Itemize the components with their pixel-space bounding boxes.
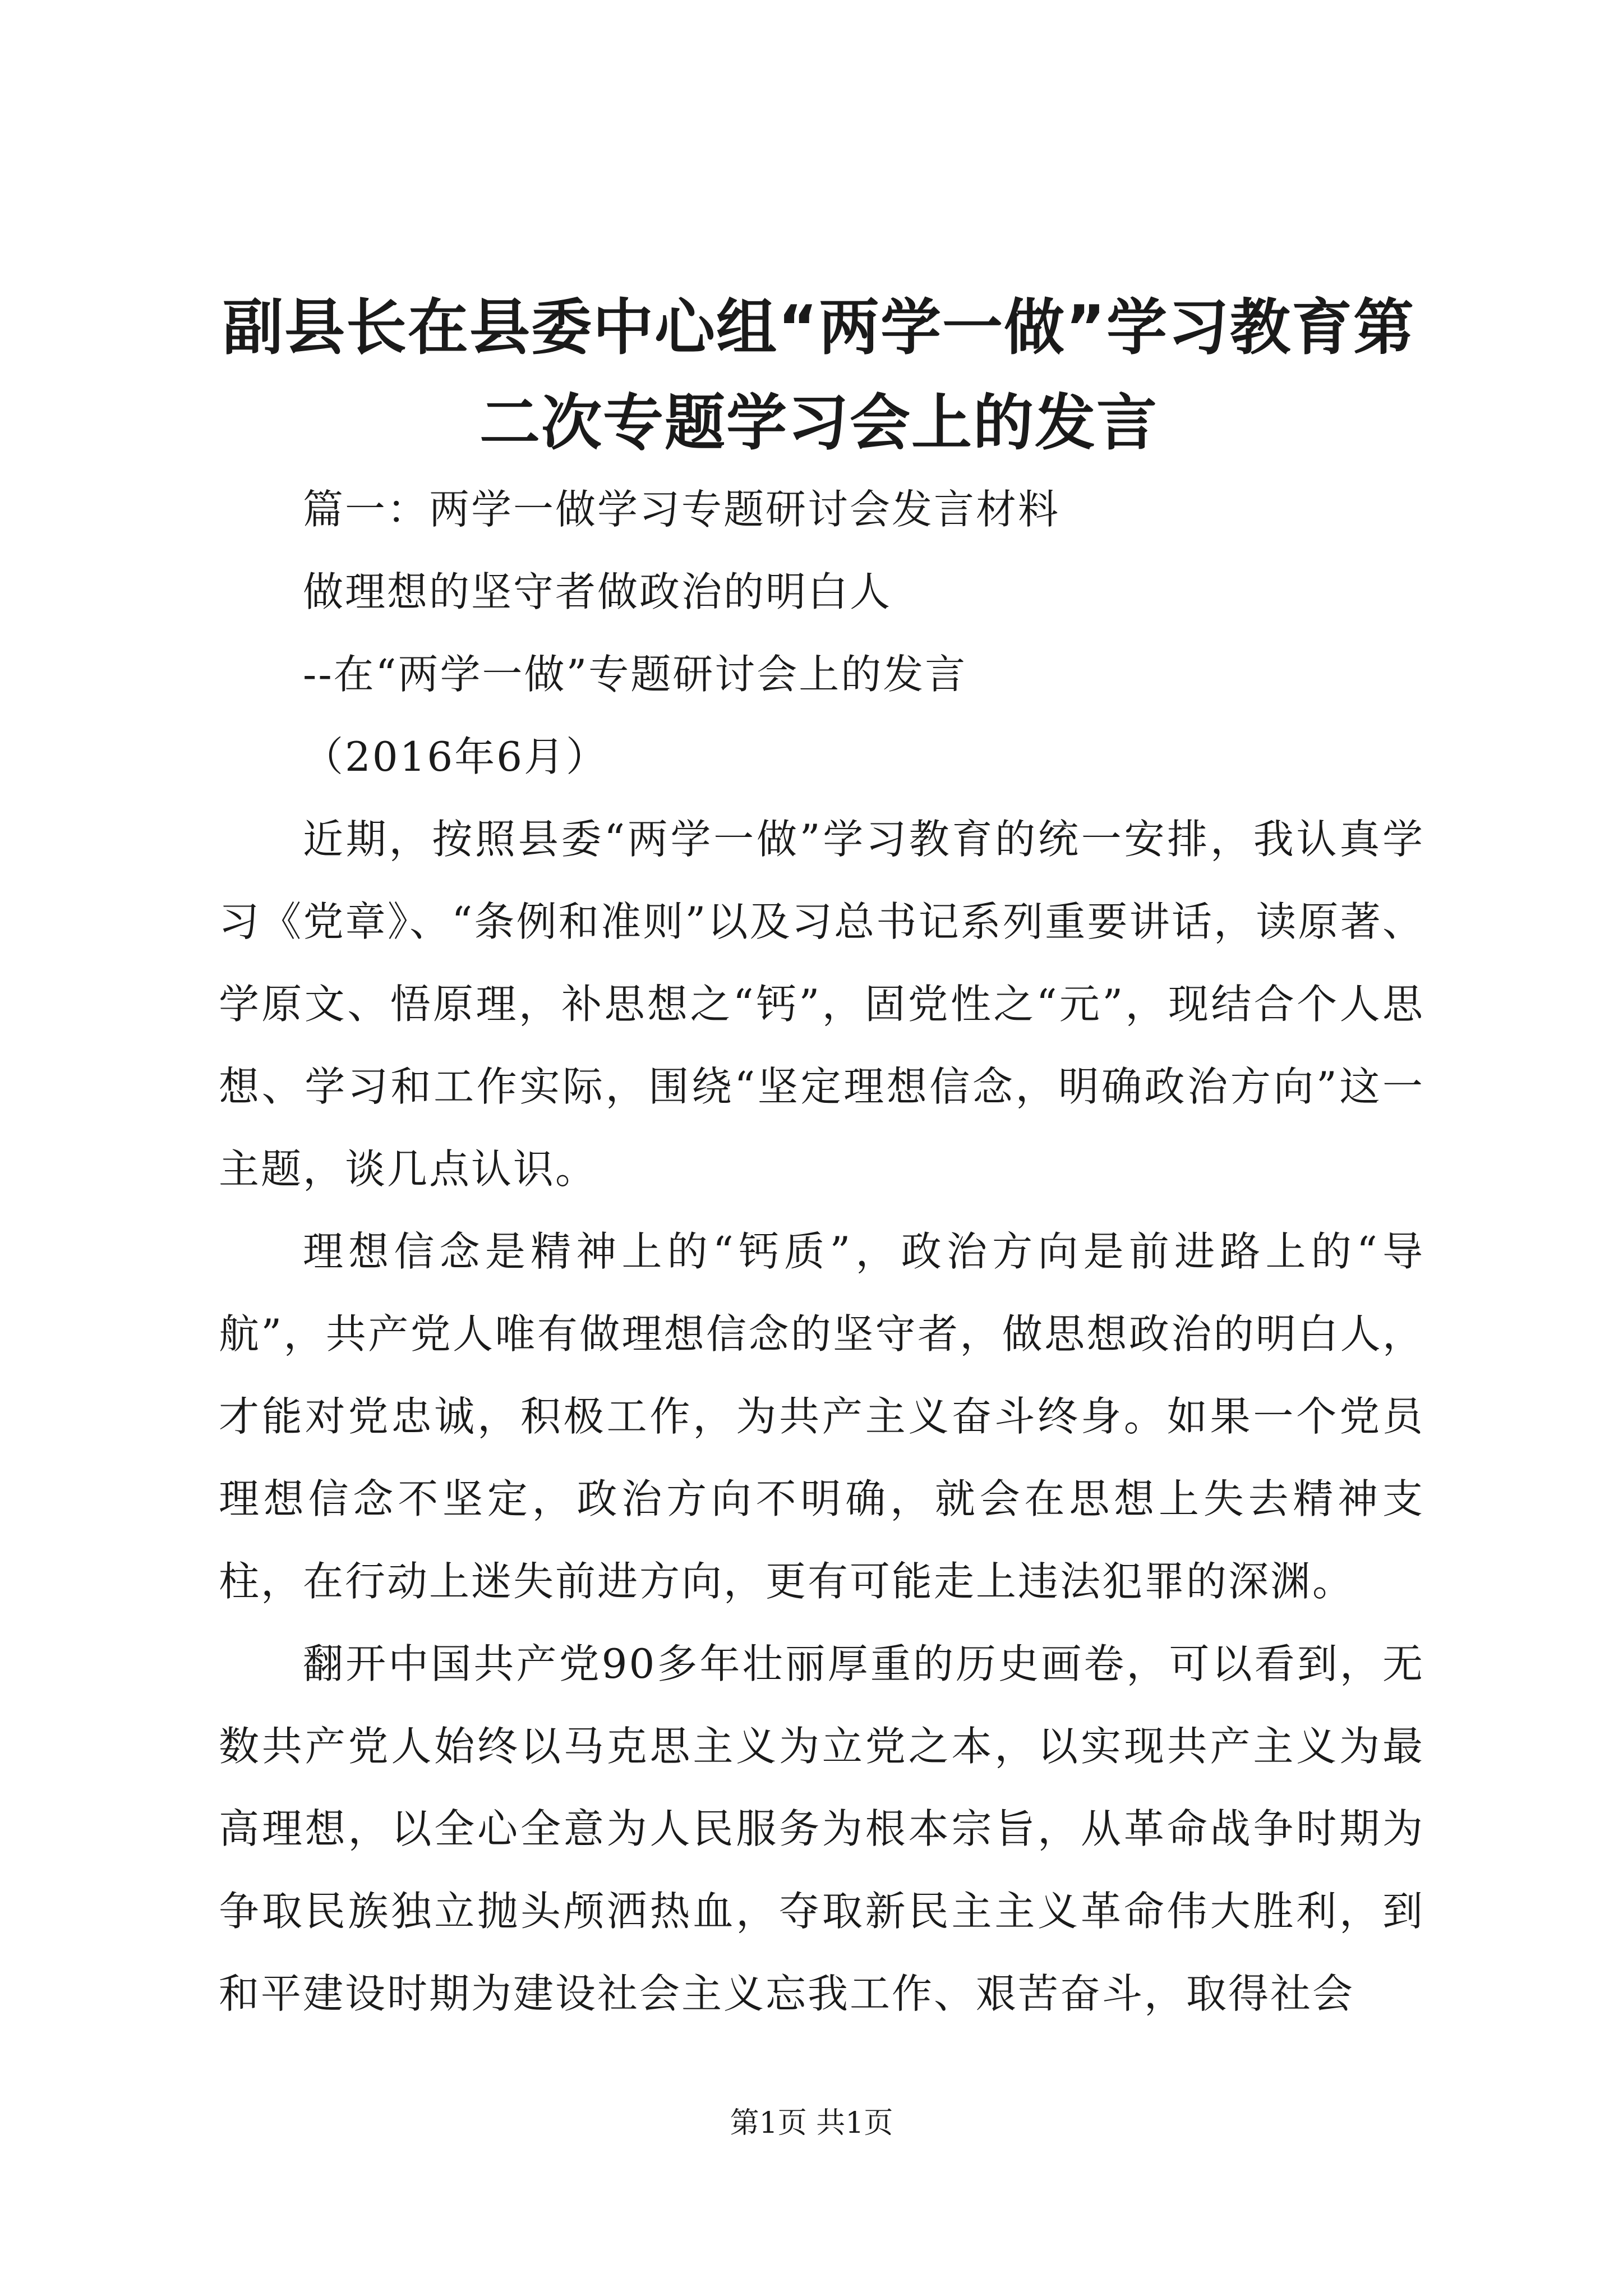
document-title — [202, 280, 1436, 471]
title-line-1: 副县长在县委中心组“两学一做”学习教育第 — [223, 293, 1415, 363]
document-body — [219, 468, 1424, 2035]
section-heading: 篇一：两学一做学习专题研讨会发言材料 — [303, 486, 1061, 533]
speech-date: （2016年6月） — [303, 733, 608, 780]
paragraph: 理想信念是精神上的“钙质”，政治方向是前进路上的“导航”，共产党人唯有做理想信念的坚守者，做思想政治的明白人，才能对党忠诚，积极工作，为共产主义奋斗终身。如果一个党员理想信念不坚定，政治方向不明确，就会在思想上失去精神支柱，在行动上迷失前进方向，更有可能走上违法犯罪的深渊。 — [219, 1228, 1424, 1605]
page-footer: 第1页 共1页 — [730, 2106, 893, 2140]
speech-subtitle: --在“两学一做”专题研讨会上的发言 — [303, 651, 967, 698]
title-line-2: 二次专题学习会上的发言 — [479, 388, 1158, 458]
paragraph: 近期，按照县委“两学一做”学习教育的统一安排，我认真学习《党章》、“条例和准则”以及习总书记系列重要讲话，读原著、学原文、悟原理，补思想之“钙”，固党性之“元”，现结合个人思想、学习和工作实际，围绕“坚定理想信念，明确政治方向”这一主题，谈几点认识。 — [219, 816, 1424, 1193]
paragraph: 翻开中国共产党90多年壮丽厚重的历史画卷，可以看到，无数共产党人始终以马克思主义为立党之本，以实现共产主义为最高理想，以全心全意为人民服务为根本宗旨，从革命战争时期为争取民族独立抛头颅洒热血，夺取新民主主义革命伟大胜利，到和平建设时期为建设社会主义忘我工作、艰苦奋斗，取得社会 — [219, 1640, 1424, 2017]
speech-title: 做理想的坚守者做政治的明白人 — [303, 568, 892, 615]
